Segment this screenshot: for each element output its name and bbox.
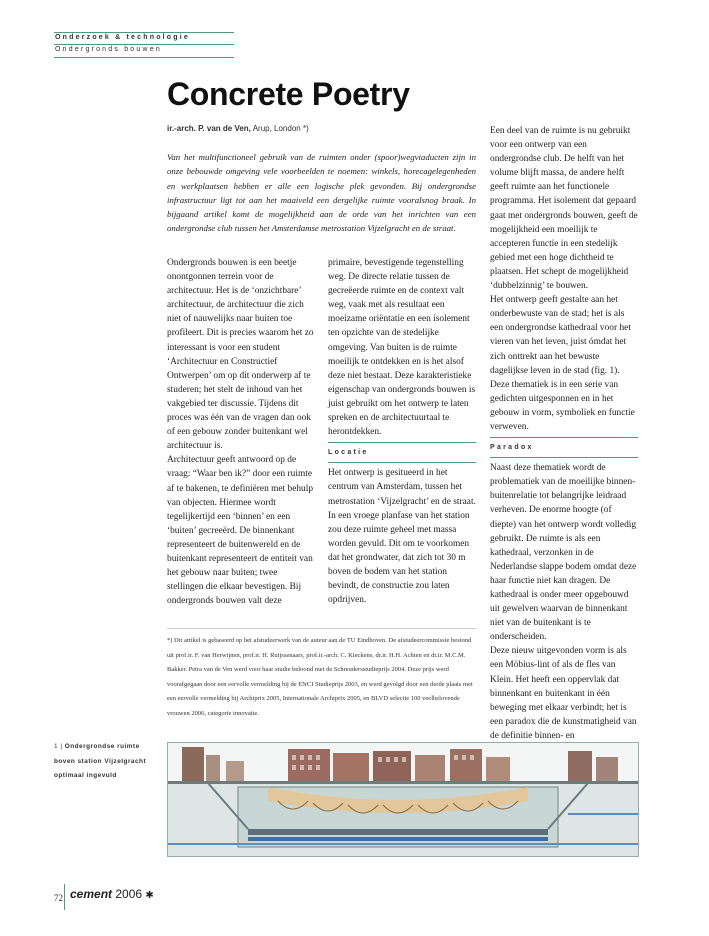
- paragraph: Naast deze thematiek wordt de problematiek van de moeilijke binnen-buitenrelatie tot belangrijke leidraad verheven. De enorme hoogte (of diepte) van het ontwerp wordt volledig gebruikt. De ruimte is als een kathedraal, verzonken in de Nederlandse slappe bodem omdat deze haar functie niet kan dragen. De kathedraal is onder meer opgebouwd uit gewelven waarvan de binnenkant niet van de buitenkant is te onderscheiden.: [490, 463, 637, 643]
- subsection-label: Ondergronds bouwen: [55, 46, 162, 53]
- figure-number: 1: [54, 743, 59, 750]
- column-2: [328, 256, 476, 607]
- column-3: [490, 124, 638, 743]
- header-rule-top: [54, 32, 234, 33]
- footer-rule: [64, 884, 65, 910]
- section-label: Onderzoek & technologie: [55, 34, 190, 41]
- publication-year: 2006: [115, 887, 143, 901]
- paragraph: primaire, bevestigende tegenstelling weg. De directe relatie tussen de gecreëerde ruimte en de context valt weg, vaak met als resultaat een moeizame oriëntatie en een isolement ten opzichte van de stedelijke omgeving. Van buiten is de ruimte moeilijk te ontdekken en is het alsof deze niet bestaat. Deze karakteristieke eigenschap van ondergronds bouwen is juist gebruikt om het ontwerp te laten spreken en de architectuurtaal te herontdekken.: [328, 258, 476, 438]
- section-heading-paradox: Paradox: [490, 437, 638, 458]
- figure-section-drawing: [167, 742, 639, 857]
- article-intro: Van het multifunctioneel gebruik van de ruimten onder (spoor)wegviaducten zijn in onze bebouwde omgeving vele voorbeelden te noemen: winkels, horecagelegenheden en werkplaatsen hebben er alle een logische plek gevonden. Bij ondergrondse infrastructuur ligt tot aan het maaiveld een dergelijke ruimte vooralsnog braak. In bijgaand artikel komt de mogelijkheid aan de orde van het inrichten van een ondergrondse club tussen het Amsterdamse metrostation Vijzelgracht en de straat.: [167, 152, 476, 234]
- section-drawing-illustration: [168, 743, 638, 856]
- page-number: 72: [54, 893, 63, 903]
- footnote-rule: [167, 628, 476, 629]
- publication-mark: [70, 887, 154, 901]
- header-rule-middle: [54, 44, 234, 45]
- paragraph: Het ontwerp geeft gestalte aan het onderbewuste van de stad; het is als een ondergrondse kathedraal voor het vieren van het leven, juist ómdat het zich onttrekt aan het bewuste dagelijkse leven in de stad (fig. 1). Deze thematiek is in een serie van gedichten uitgesponnen en in het gebouw in vorm, symboliek en functie verweven.: [490, 295, 635, 432]
- figure-caption: 1 | Ondergrondse ruimte boven station Vijzelgracht optimaal ingevuld: [54, 743, 147, 779]
- byline: [167, 124, 309, 133]
- article-title: Concrete Poetry: [167, 76, 410, 112]
- column-1: [167, 256, 315, 608]
- paragraph: Het ontwerp is gesitueerd in het centrum van Amsterdam, tussen het metrostation ‘Vijzelgracht’ en de straat. In een vroege planfase van het station zou deze ruimte geheel met massa worden gevuld. Dit om te voorkomen dat het grondwater, dat zich tot 30 m boven de bodem van het station bevindt, de constructie zou laten opdrijven.: [328, 468, 476, 606]
- paragraph: Deze nieuw uitgevonden vorm is als een Möbius-lint of als de fles van Klein. Het heeft een oppervlak dat binnenkant en buitenkant in één beweging met elkaar verbindt; het is een paradox die de kunstmatigheid van de definitie binnen- en: [490, 646, 637, 741]
- paragraph: Architectuur geeft antwoord op de vraag: “Waar ben ik?” door een ruimte af te bakenen, te definiëren met behulp van objecten. Hiermee wordt tegelijkertijd een ‘binnen’ en een ‘buiten’ gecreeërd. De binnenkant representeert de buitenwereld en de buitenkant representeert de entiteit van het gebouw naar buiten; twee stellingen die elkaar bevestigen. Bij ondergronds bouwen valt deze: [167, 455, 314, 607]
- publication-name: cement: [70, 887, 113, 901]
- paragraph: Ondergronds bouwen is een beetje onontgonnen terrein voor de architectuur. Het is de ‘onzichtbare’ architectuur, de architectuur die zich niet of nauwelijks naar buiten toe profileert. Dit is precies waarom het zo interessant is voor een student ‘Architectuur en Constructief Ontwerpen’ om op dit onderwerp af te studeren; het stelt de inhoud van het vakgebied ter discussie. Tijdens dit proces was één van de vragen dan ook of een gebouw zonder buitenkant wel architectuur is.: [167, 258, 314, 452]
- header-rule-bottom: [54, 57, 234, 58]
- figure-caption-text: Ondergrondse ruimte boven station Vijzelgracht optimaal ingevuld: [54, 743, 147, 779]
- section-heading-locatie: Locatie: [328, 442, 476, 463]
- author-affiliation: Arup, London *): [252, 124, 309, 133]
- author-name: ir.-arch. P. van de Ven,: [167, 124, 251, 133]
- paragraph: Een deel van de ruimte is nu gebruikt voor een ontwerp van een ondergrondse club. De helft van het volume blijft massa, de andere helft geeft ruimte aan het functionele programma. Het isolement dat gepaard gaat met ondergronds bouwen, geeft de mogelijkheid een moeilijk te accepteren functie in een stedelijk gebied met een hoge dichtheid te plaatsen. Het schept de mogelijkheid ‘dubbelzinnig’ te bouwen.: [490, 126, 638, 292]
- footnote: *) Dit artikel is gebaseerd op het afstudeerwerk van de auteur aan de TU Eindhoven. De afstudeercommissie bestond uit prof.ir. F. van Herwijnen, prof.ir. H. Ruijssenaars, prof.ir.-arch. C. Kieckens, dr.ir. H.H. Achten en dr.ir. M.C.M. Bakker. Petra van de Ven werd voor haar studie beloond met de Schreudersstudieprijs 2004. Deze prijs werd voorafgegaan door een eervolle vermelding bij de ENCI Studieprijs 2003, en werd gevolgd door een derde plaats met een eervolle vermelding bij Archiprix 2005, Internationale Archiprix 2005, en BLVD selectie 100 veelbelovende vrouwen 2006, categorie innovatie.: [167, 637, 473, 717]
- gear-icon: ✱: [145, 890, 154, 901]
